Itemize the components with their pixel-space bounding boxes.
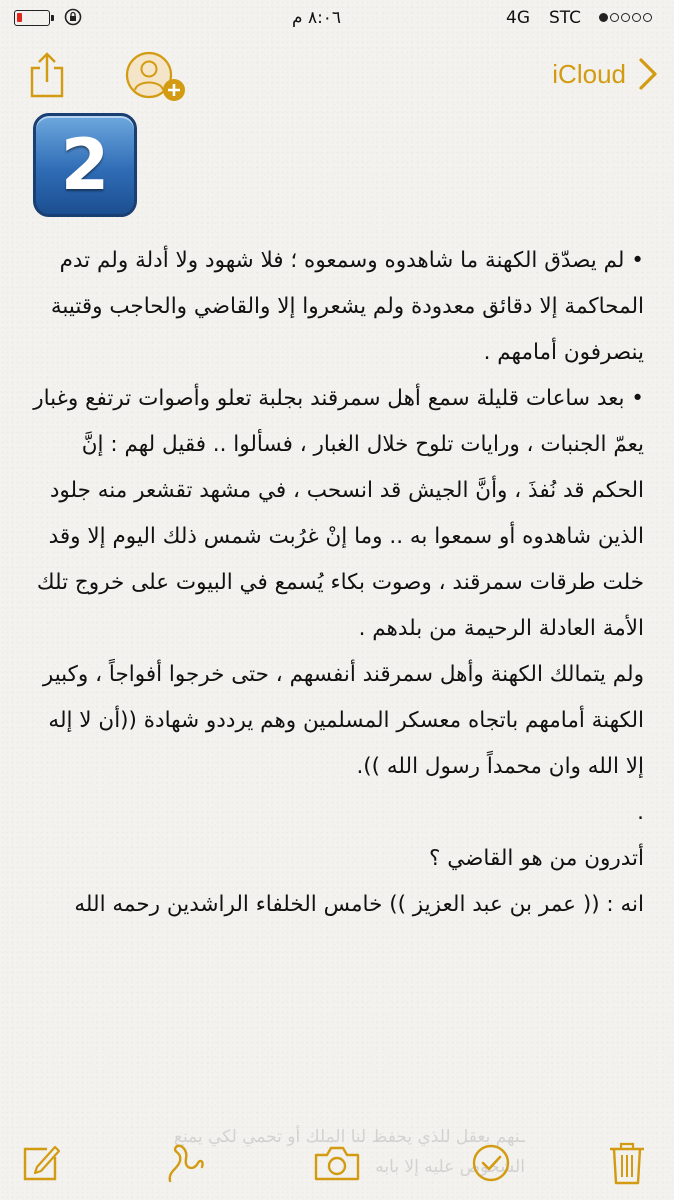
signal-strength-icon — [599, 13, 652, 22]
note-body[interactable] — [30, 238, 644, 928]
note-paragraph: أتدرون من هو القاضي ؟ — [429, 846, 644, 871]
camera-button[interactable] — [312, 1138, 362, 1188]
status-time: ٨:٠٦ م — [292, 8, 342, 28]
note-paragraph: • بعد ساعات قليلة سمع أهل سمرقند بجلبة تعلو وأصوات ترتفع وغبار يعمّ الجنبات ، ورايات تلوح خلال الغبار ، فسألوا .. فقيل لهم : إنَّ الحكم قد نُفذَ ، وأنَّ الجيش قد انسحب ، في مشهد تقشعر منه جلود الذين شاهدوه أو سمعوا به .. وما إنْ غرُبت شمس ذلك اليوم إلا وقد خلت طرقات سمرقند ، وصوت بكاء يُسمع في البيوت على خروج تلك الأمة العادلة الرحيمة من بلدهم . — [33, 386, 644, 641]
note-paragraph: . — [637, 800, 644, 825]
bottom-toolbar — [0, 1120, 674, 1200]
note-paragraph: ولم يتمالك الكهنة وأهل سمرقند أنفسهم ، حتى خرجوا أفواجاً ، وكبير الكهنة أمامهم باتجاه معسكر المسلمين وهم يرددو شهادة ((أن لا إله إلا الله وان محمداً رسول الله )). — [42, 662, 644, 779]
sketch-button[interactable] — [161, 1138, 211, 1188]
compose-icon — [21, 1143, 61, 1183]
note-paragraph: • لم يصدّق الكهنة ما شاهدوه وسمعوه ؛ فلا شهود ولا أدلة ولم تدم المحاكمة إلا دقائق معدودة ولم يشعروا إلا والقاضي والحاجب وقتيبة ينصرفون أمامهم . — [50, 248, 644, 365]
status-bar — [0, 0, 674, 38]
compose-button[interactable] — [16, 1138, 66, 1188]
checklist-icon — [470, 1142, 512, 1184]
chevron-right-icon — [638, 57, 658, 91]
faded-watermark-text: ـنهم بعقل للذي يحفظ لنا الملك أو تحمي لكي يمنع الشخوص عليه إلا بابه — [173, 1127, 525, 1177]
carrier-name: STC — [549, 8, 582, 28]
add-person-icon — [124, 50, 190, 104]
network-type: 4G — [506, 8, 530, 28]
navigation-bar — [0, 40, 674, 120]
back-label: iCloud — [552, 58, 626, 89]
badge-number: 2 — [60, 124, 110, 206]
trash-icon — [607, 1140, 647, 1186]
orientation-lock-icon — [64, 8, 82, 31]
sketch-icon — [164, 1141, 208, 1185]
checklist-button[interactable] — [466, 1138, 516, 1188]
trash-button[interactable] — [602, 1138, 652, 1188]
share-icon — [26, 50, 68, 100]
icloud-back-button[interactable] — [552, 54, 658, 94]
add-person-button[interactable] — [124, 50, 190, 104]
camera-icon — [312, 1143, 362, 1183]
battery-icon — [14, 10, 50, 26]
note-paragraph: انه : (( عمر بن عبد العزيز )) خامس الخلفاء الراشدين رحمه الله — [74, 892, 644, 917]
share-button[interactable] — [26, 50, 68, 100]
keycap-number-badge — [33, 113, 137, 217]
